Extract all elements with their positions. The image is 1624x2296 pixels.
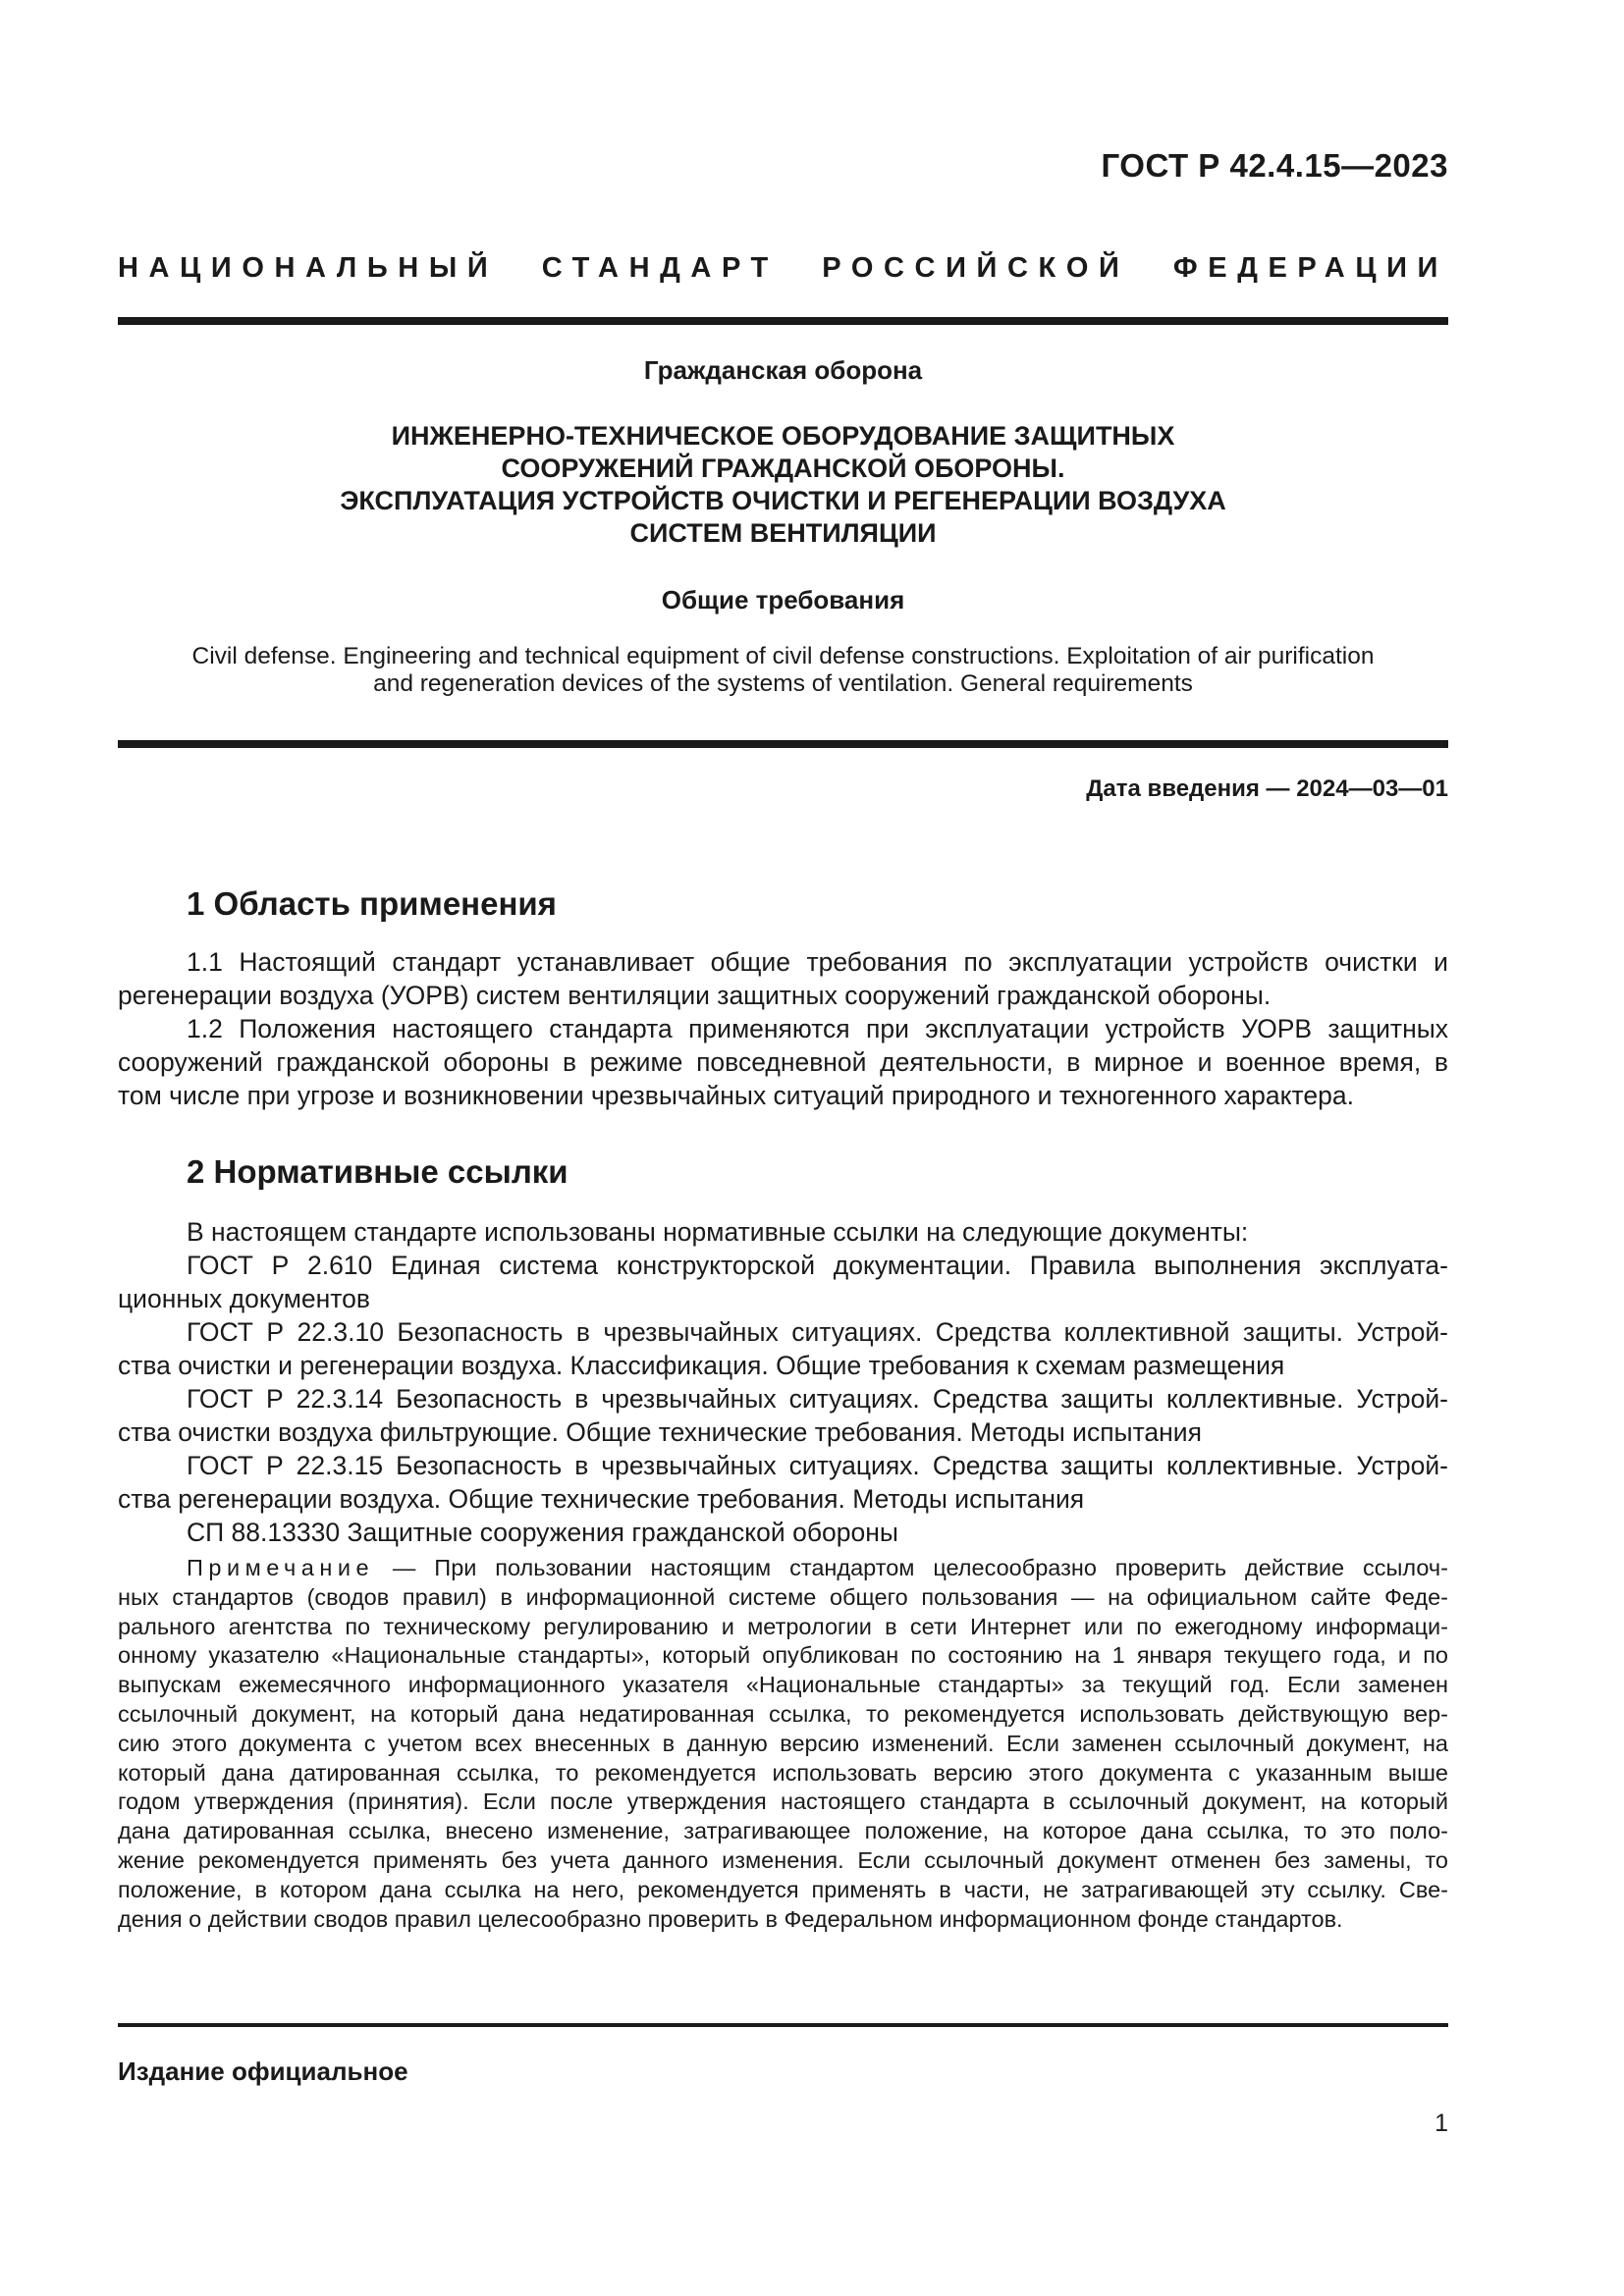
section-1-body bbox=[118, 945, 1448, 1112]
note-label: Примечание bbox=[187, 1555, 375, 1580]
paragraph-line: сооружений гражданской обороны в режиме повседневной деятельности, в мирное и военное время, в bbox=[118, 1047, 1448, 1077]
note-line: выпускам ежемесячного информационного указателя «Национальные стандарты» за текущий год. Если заменен bbox=[118, 1672, 1448, 1698]
section-2-body bbox=[118, 1215, 1448, 1549]
footer-rule bbox=[118, 2023, 1448, 2027]
top-rule bbox=[118, 317, 1448, 325]
note-line: онному указателю «Национальные стандарты», который опубликован по состоянию на 1 января текущего года, и по bbox=[118, 1642, 1448, 1669]
note-line: годом утверждения (принятия). Если после утверждения настоящего стандарта в ссылочный документ, на который bbox=[118, 1789, 1448, 1815]
paragraph-line: регенерации воздуха (УОРВ) систем вентиляции защитных сооружений гражданской обороны. bbox=[118, 981, 1272, 1010]
document-subtitle: Общие требования bbox=[661, 585, 905, 614]
reference-line: ГОСТ Р 22.3.14 Безопасность в чрезвычайных ситуациях. Средства защиты коллективные. Устрой- bbox=[187, 1384, 1448, 1414]
paragraph-line: 1.2 Положения настоящего стандарта применяются при эксплуатации устройств УОРВ защитных bbox=[187, 1014, 1448, 1043]
reference-line: ства очистки воздуха фильтрующие. Общие технические требования. Методы испытания bbox=[118, 1417, 1202, 1447]
national-standard-title: НАЦИОНАЛЬНЫЙ СТАНДАРТ РОССИЙСКОЙ ФЕДЕРАЦИИ bbox=[118, 252, 1448, 284]
note-line: рального агентства по техническому регулированию и метрологии в сети Интернет или по ежегодному информаци- bbox=[118, 1613, 1448, 1639]
english-title-line: Civil defense. Engineering and technical equipment of civil defense constructions. Exploitation of air purification bbox=[191, 643, 1375, 669]
note-line: дана датированная ссылка, внесено изменение, затрагивающее положение, на которое дана ссылка, то это поло- bbox=[118, 1818, 1448, 1844]
note-line: дения о действии сводов правил целесообразно проверить в Федеральном информационном фонде стандартов. bbox=[118, 1905, 1343, 1932]
main-title-line: СООРУЖЕНИЙ ГРАЖДАНСКОЙ ОБОРОНЫ. bbox=[501, 454, 1065, 483]
document-page bbox=[118, 0, 1448, 2296]
reference-line: ГОСТ Р 2.610 Единая система конструкторской документации. Правила выполнения эксплуата- bbox=[187, 1251, 1448, 1280]
note-line: ссылочный документ, на который дана недатированная ссылка, то рекомендуется использовать действующую вер- bbox=[118, 1700, 1448, 1727]
section-1-heading: 1 Область применения bbox=[187, 885, 557, 922]
reference-line: ГОСТ Р 22.3.10 Безопасность в чрезвычайных ситуациях. Средства коллективной защиты. Устрой- bbox=[187, 1317, 1448, 1347]
reference-line: ства регенерации воздуха. Общие технические требования. Методы испытания bbox=[118, 1484, 1085, 1514]
main-title-line: СИСТЕМ ВЕНТИЛЯЦИИ bbox=[629, 518, 937, 548]
section-2-heading: 2 Нормативные ссылки bbox=[187, 1153, 568, 1190]
note-line: ных стандартов (сводов правил) в информационной системе общего пользования — на официальном сайте Феде- bbox=[118, 1583, 1448, 1610]
reference-line: СП 88.13330 Защитные сооружения гражданской обороны bbox=[187, 1518, 898, 1547]
main-title-line: ЭКСПЛУАТАЦИЯ УСТРОЙСТВ ОЧИСТКИ И РЕГЕНЕРАЦИИ ВОЗДУХА bbox=[340, 486, 1226, 515]
english-title-line: and regeneration devices of the systems of ventilation. General requirements bbox=[373, 670, 1193, 697]
note-line: который дана датированная ссылка, то рекомендуется использовать версию этого документа с указанным выше bbox=[118, 1759, 1448, 1786]
introduction-date: Дата введения — 2024—03—01 bbox=[1086, 775, 1448, 802]
official-edition-label: Издание официальное bbox=[118, 2056, 408, 2086]
document-main-title bbox=[118, 420, 1448, 550]
paragraph-line: том числе при угрозе и возникновении чрезвычайных ситуаций природного и техногенного характера. bbox=[118, 1081, 1354, 1110]
reference-line: ционных документов bbox=[118, 1284, 370, 1313]
document-subject: Гражданская оборона bbox=[643, 355, 923, 385]
note-line: сию этого документа с учетом всех внесенных в данную версию изменений. Если заменен ссылочный документ, на bbox=[118, 1730, 1448, 1756]
gost-code: ГОСТ Р 42.4.15—2023 bbox=[1101, 147, 1448, 184]
note-line bbox=[118, 1554, 1448, 1583]
title-bottom-rule bbox=[118, 740, 1448, 748]
paragraph-line: 1.1 Настоящий стандарт устанавливает общие требования по эксплуатации устройств очистки и bbox=[187, 947, 1448, 977]
note-line: положение, в котором дана ссылка на него, рекомендуется применять в части, не затрагивающей эту ссылку. Све- bbox=[118, 1876, 1448, 1902]
page-number: 1 bbox=[1435, 2109, 1448, 2137]
main-title-line: ИНЖЕНЕРНО-ТЕХНИЧЕСКОЕ ОБОРУДОВАНИЕ ЗАЩИТНЫХ bbox=[391, 421, 1175, 451]
reference-note bbox=[118, 1554, 1448, 1934]
english-title bbox=[118, 643, 1448, 698]
reference-line: ства очистки и регенерации воздуха. Классификация. Общие требования к схемам размещения bbox=[118, 1351, 1285, 1380]
note-line: жение рекомендуется применять без учета данного изменения. Если ссылочный документ отменен без замены, то bbox=[118, 1846, 1448, 1873]
reference-line: ГОСТ Р 22.3.15 Безопасность в чрезвычайных ситуациях. Средства защиты коллективные. Устрой- bbox=[187, 1451, 1448, 1480]
note-first-line-text: — При пользовании настоящим стандартом целесообразно проверить действие ссылоч- bbox=[374, 1555, 1448, 1580]
paragraph-line: В настоящем стандарте использованы нормативные ссылки на следующие документы: bbox=[187, 1217, 1249, 1247]
